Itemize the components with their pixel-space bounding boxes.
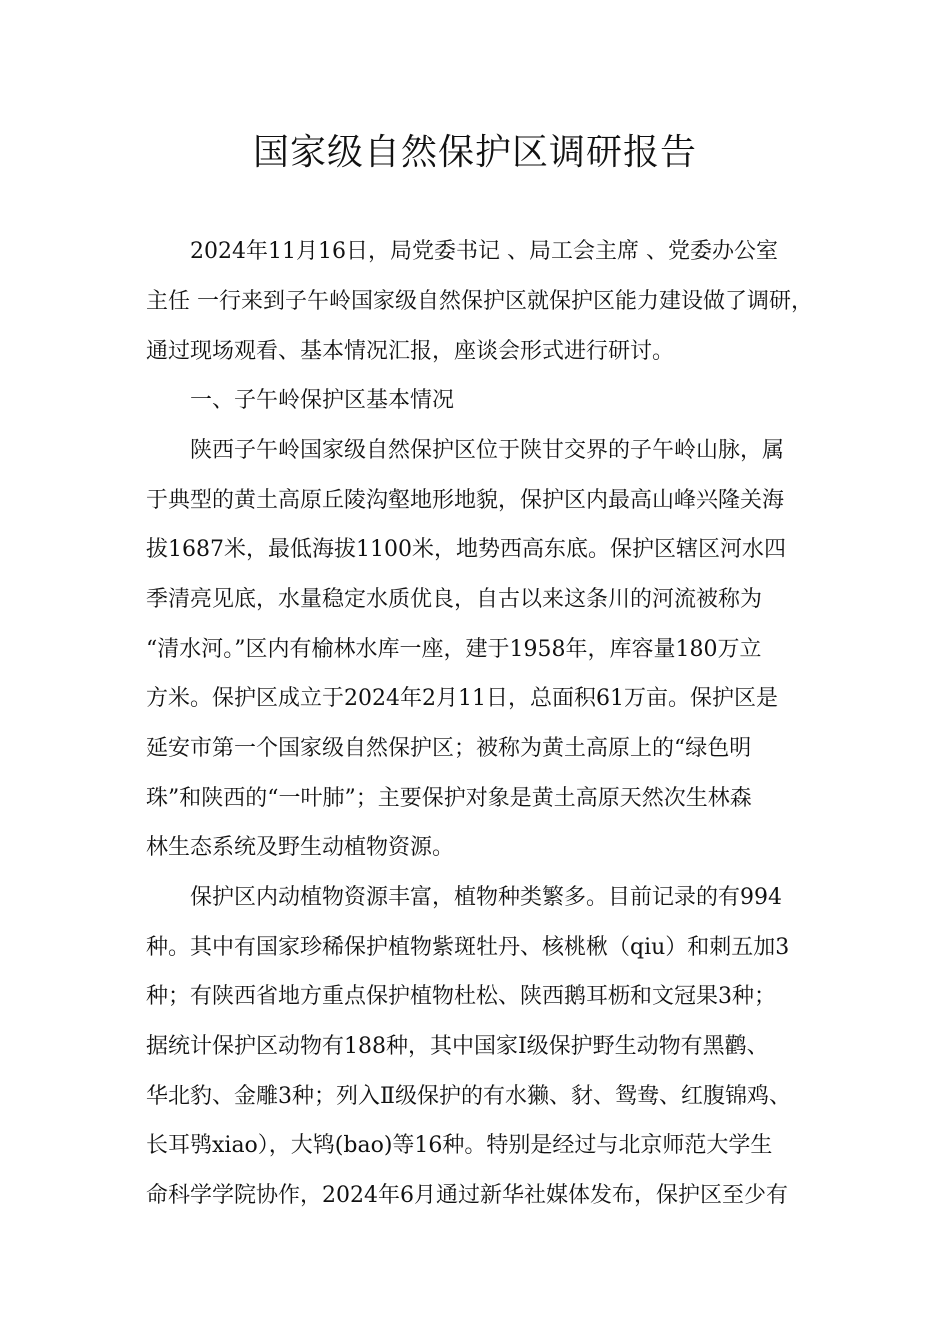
paragraph-line: 2024年11月16日，局党委书记 、局工会主席 、党委办公室 [190, 239, 778, 264]
section-heading: 一、子午岭保护区基本情况 [190, 388, 455, 413]
paragraph-line: 据统计保护区动物有188种，其中国家Ⅰ级保护野生动物有黑鹳、 [146, 1034, 769, 1059]
paragraph-line: 种；有陕西省地方重点保护植物杜松、陕西鹅耳枥和文冠果3种； [146, 984, 776, 1009]
paragraph-line: 于典型的黄土高原丘陵沟壑地形地貌，保护区内最高山峰兴隆关海 [146, 488, 785, 513]
paragraph-line: 延安市第一个国家级自然保护区；被称为黄土高原上的“绿色明 [146, 736, 752, 761]
paragraph-line: 方米。保护区成立于2024年2月11日，总面积61万亩。保护区是 [146, 686, 778, 711]
paragraph-line: 珠”和陕西的“一叶肺”；主要保护对象是黄土高原天然次生林森 [146, 786, 752, 811]
paragraph-line: 长耳鸮xiao），大鸨(bao)等16种。特别是经过与北京师范大学生 [146, 1133, 773, 1158]
paragraph-line: 种。其中有国家珍稀保护植物紫斑牡丹、核桃楸（qiu）和刺五加3 [146, 935, 790, 960]
paragraph-line: 主任 一行来到子午岭国家级自然保护区就保护区能力建设做了调研， [146, 289, 813, 314]
document-title: 国家级自然保护区调研报告 [252, 132, 697, 173]
paragraph-line: 华北豹、金雕3种；列入Ⅱ级保护的有水獭、豺、鸳鸯、红腹锦鸡、 [146, 1084, 791, 1109]
paragraph-line: 陕西子午岭国家级自然保护区位于陕甘交界的子午岭山脉，属 [190, 438, 785, 463]
paragraph-line: 季清亮见底，水量稳定水质优良，自古以来这条川的河流被称为 [146, 587, 763, 612]
paragraph-line: 命科学学院协作，2024年6月通过新华社媒体发布，保护区至少有 [146, 1183, 788, 1208]
paragraph-line: “清水河。”区内有榆林水库一座，建于1958年，库容量180万立 [146, 637, 762, 662]
paragraph-line: 通过现场观看、基本情况汇报，座谈会形式进行研讨。 [146, 339, 675, 364]
paragraph-line: 拔1687米，最低海拔1100米，地势西高东底。保护区辖区河水四 [146, 537, 786, 562]
paragraph-line: 保护区内动植物资源丰富，植物种类繁多。目前记录的有994 [190, 885, 782, 910]
paragraph-line: 林生态系统及野生动植物资源。 [146, 835, 455, 860]
